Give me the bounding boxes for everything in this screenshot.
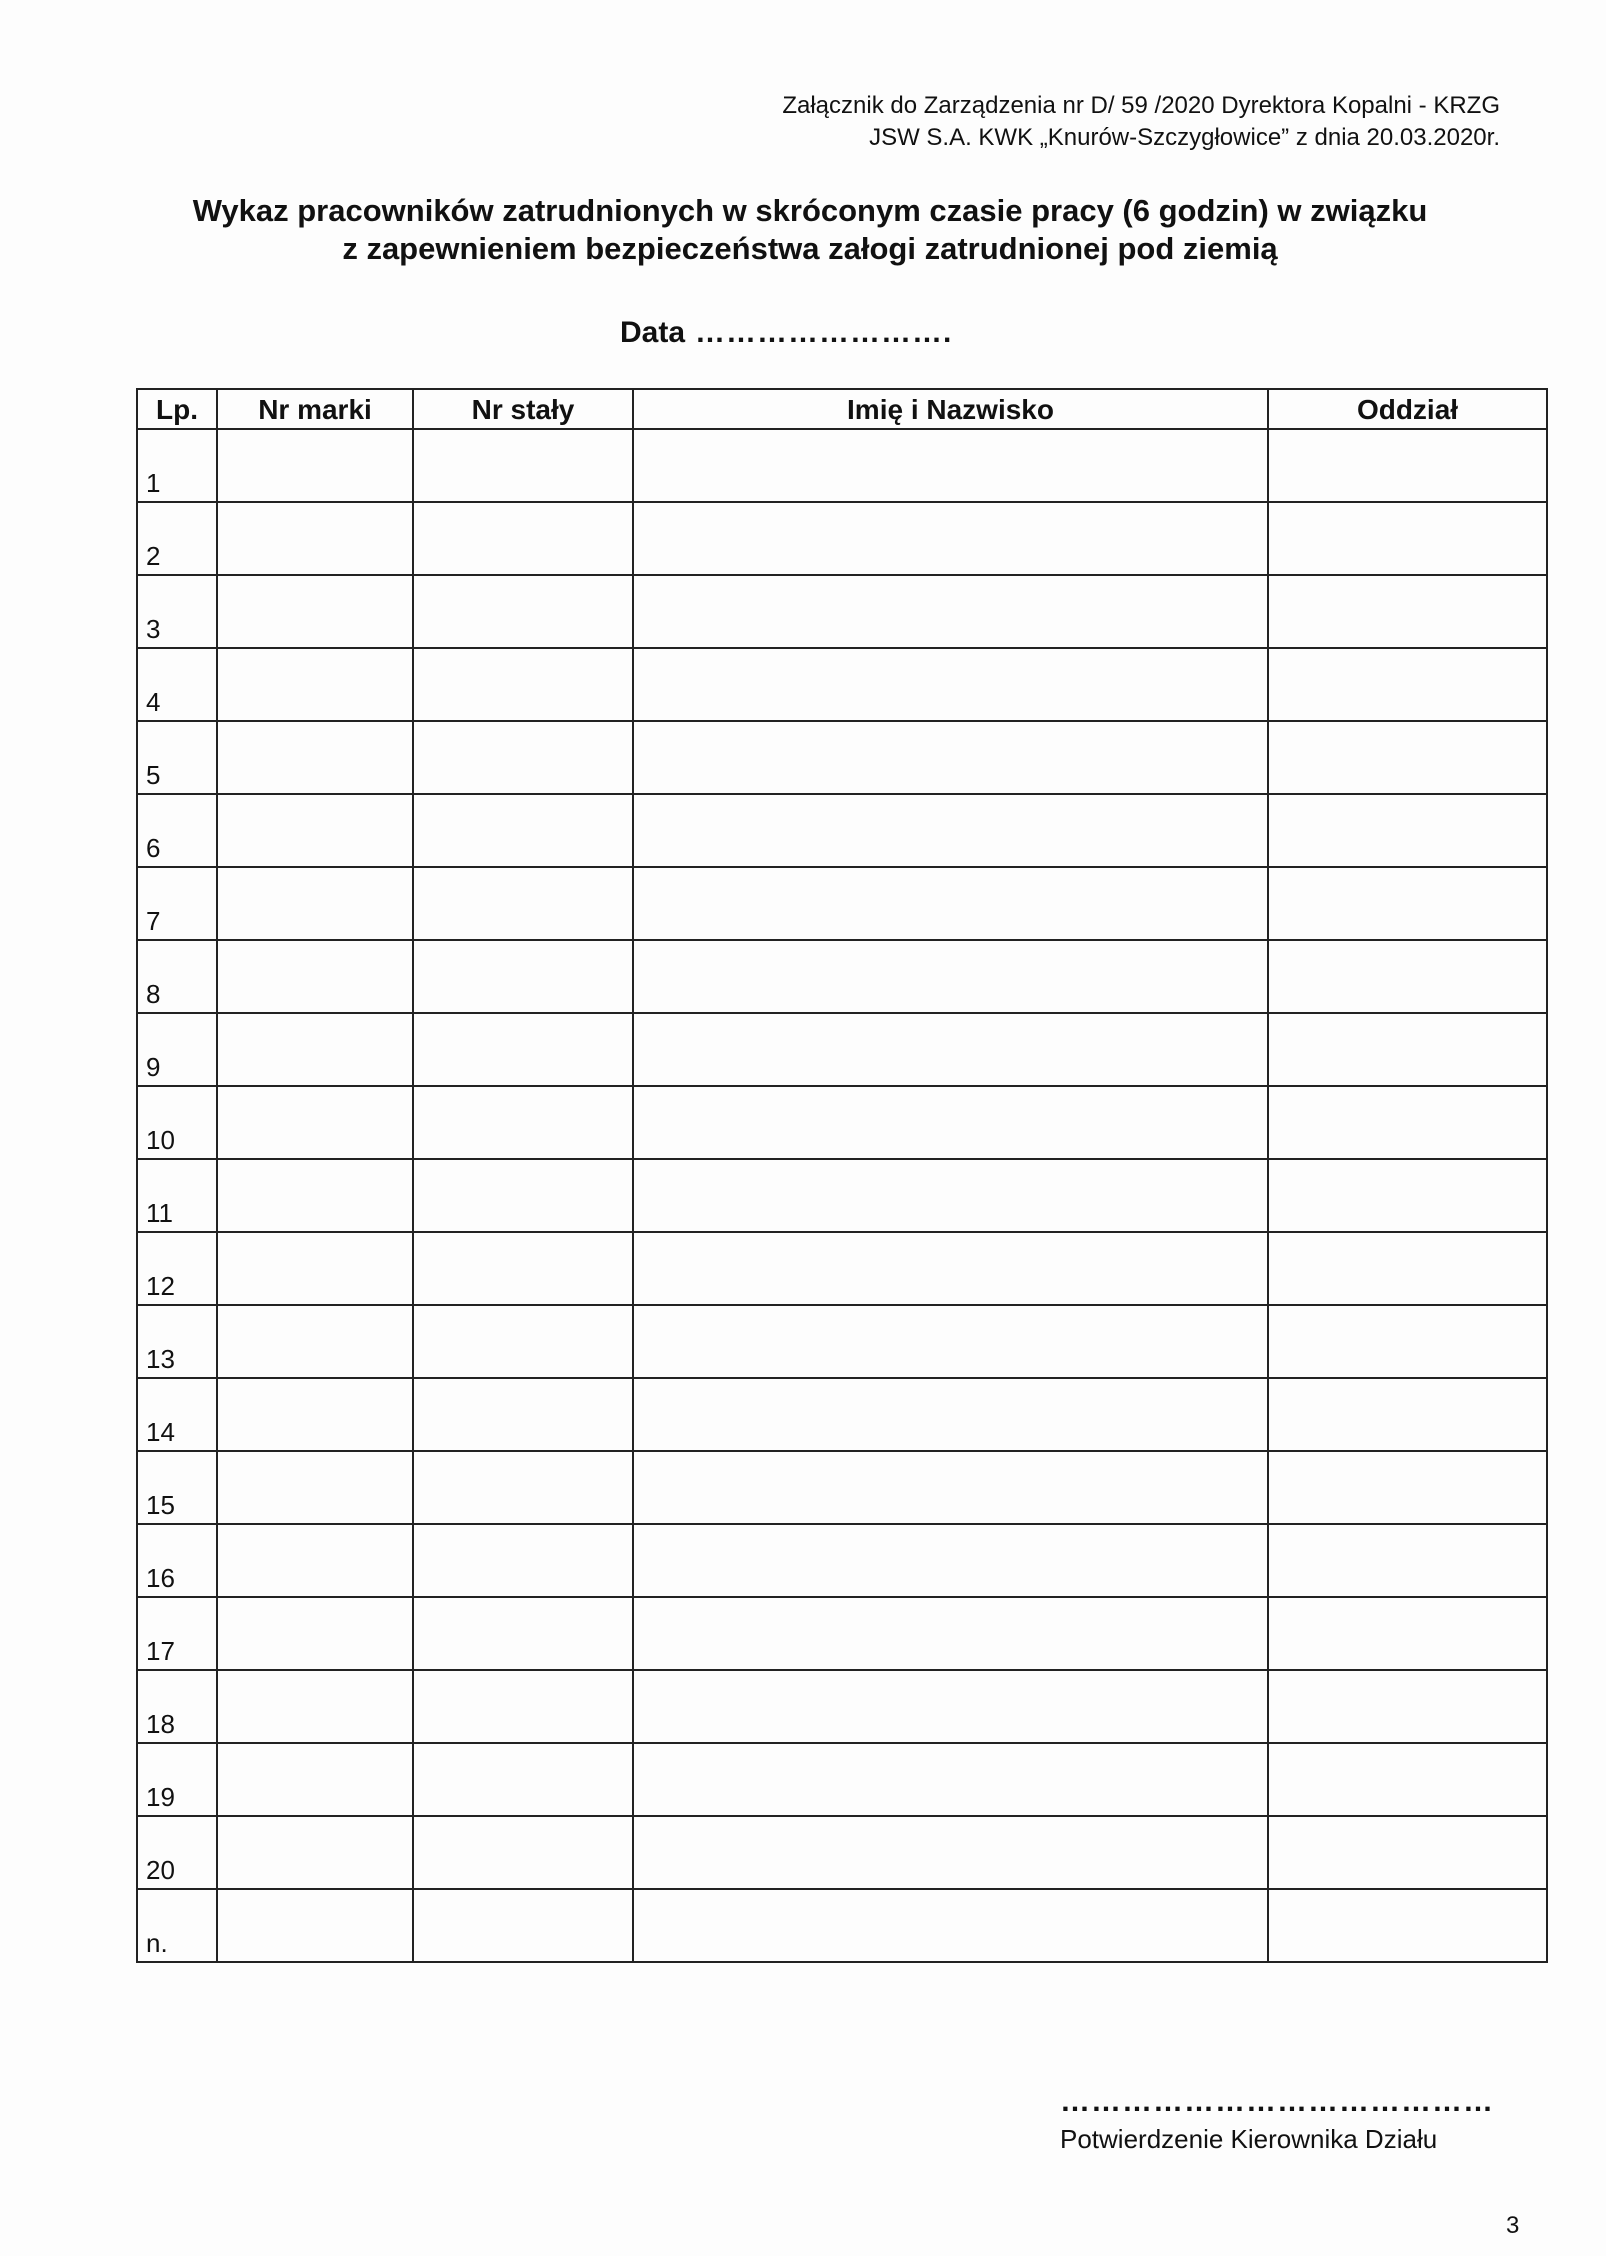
cell-imie-nazwisko[interactable] (633, 794, 1268, 867)
table-row (137, 1305, 1547, 1378)
cell-lp: 9 (137, 1013, 217, 1086)
cell-nr-staly[interactable] (413, 1232, 633, 1305)
cell-imie-nazwisko[interactable] (633, 1159, 1268, 1232)
cell-imie-nazwisko[interactable] (633, 721, 1268, 794)
cell-imie-nazwisko[interactable] (633, 575, 1268, 648)
cell-nr-marki[interactable] (217, 1670, 413, 1743)
cell-imie-nazwisko[interactable] (633, 1305, 1268, 1378)
table-row (137, 1597, 1547, 1670)
table-row (137, 502, 1547, 575)
cell-lp: 4 (137, 648, 217, 721)
cell-nr-staly[interactable] (413, 575, 633, 648)
cell-lp: 18 (137, 1670, 217, 1743)
cell-nr-staly[interactable] (413, 1670, 633, 1743)
cell-lp: 19 (137, 1743, 217, 1816)
table-row (137, 1232, 1547, 1305)
cell-imie-nazwisko[interactable] (633, 1524, 1268, 1597)
cell-lp: 8 (137, 940, 217, 1013)
cell-nr-marki[interactable] (217, 721, 413, 794)
cell-lp: n. (137, 1889, 217, 1962)
cell-nr-marki[interactable] (217, 1889, 413, 1962)
table-row (137, 1743, 1547, 1816)
cell-lp: 16 (137, 1524, 217, 1597)
cell-nr-marki[interactable] (217, 794, 413, 867)
signature-block (1060, 2090, 1520, 2155)
cell-nr-staly[interactable] (413, 1743, 633, 1816)
cell-nr-staly[interactable] (413, 1086, 633, 1159)
cell-oddzial[interactable] (1268, 1086, 1547, 1159)
cell-nr-staly[interactable] (413, 1597, 633, 1670)
table-row (137, 1378, 1547, 1451)
cell-imie-nazwisko[interactable] (633, 429, 1268, 502)
cell-nr-staly[interactable] (413, 1889, 633, 1962)
cell-lp: 7 (137, 867, 217, 940)
cell-nr-marki[interactable] (217, 1816, 413, 1889)
cell-nr-staly[interactable] (413, 1305, 633, 1378)
cell-oddzial[interactable] (1268, 1013, 1547, 1086)
table-row (137, 575, 1547, 648)
cell-oddzial[interactable] (1268, 1159, 1547, 1232)
cell-lp: 14 (137, 1378, 217, 1451)
header-nr-staly: Nr stały (413, 389, 633, 429)
cell-oddzial[interactable] (1268, 721, 1547, 794)
header-oddzial: Oddział (1268, 389, 1547, 429)
cell-oddzial[interactable] (1268, 1889, 1547, 1962)
employee-table (136, 388, 1548, 1963)
table-row (137, 867, 1547, 940)
table-row (137, 648, 1547, 721)
cell-nr-marki[interactable] (217, 867, 413, 940)
cell-lp: 5 (137, 721, 217, 794)
table-row (137, 721, 1547, 794)
cell-imie-nazwisko[interactable] (633, 1232, 1268, 1305)
header-nr-marki: Nr marki (217, 389, 413, 429)
cell-oddzial[interactable] (1268, 940, 1547, 1013)
cell-nr-marki[interactable] (217, 502, 413, 575)
table-row (137, 1451, 1547, 1524)
cell-nr-marki[interactable] (217, 1524, 413, 1597)
table-row (137, 1889, 1547, 1962)
table-row (137, 1013, 1547, 1086)
cell-oddzial[interactable] (1268, 575, 1547, 648)
cell-nr-staly[interactable] (413, 1451, 633, 1524)
cell-imie-nazwisko[interactable] (633, 1670, 1268, 1743)
cell-imie-nazwisko[interactable] (633, 940, 1268, 1013)
cell-lp: 11 (137, 1159, 217, 1232)
cell-oddzial[interactable] (1268, 1597, 1547, 1670)
cell-oddzial[interactable] (1268, 1451, 1547, 1524)
cell-nr-staly[interactable] (413, 721, 633, 794)
cell-imie-nazwisko[interactable] (633, 1597, 1268, 1670)
cell-imie-nazwisko[interactable] (633, 1086, 1268, 1159)
table-row (137, 940, 1547, 1013)
date-label: Data (620, 316, 686, 349)
cell-lp: 2 (137, 502, 217, 575)
cell-nr-staly[interactable] (413, 794, 633, 867)
table-row (137, 1159, 1547, 1232)
cell-nr-marki[interactable] (217, 575, 413, 648)
cell-nr-staly[interactable] (413, 867, 633, 940)
cell-lp: 15 (137, 1451, 217, 1524)
table-row (137, 794, 1547, 867)
cell-imie-nazwisko[interactable] (633, 1013, 1268, 1086)
table-row (137, 429, 1547, 502)
cell-oddzial[interactable] (1268, 867, 1547, 940)
cell-nr-staly[interactable] (413, 1524, 633, 1597)
annex-header (560, 90, 1500, 154)
signature-line[interactable]: …………………………………… (1060, 2090, 1494, 2112)
cell-nr-staly[interactable] (413, 1013, 633, 1086)
cell-oddzial[interactable] (1268, 1816, 1547, 1889)
cell-nr-marki[interactable] (217, 940, 413, 1013)
cell-imie-nazwisko[interactable] (633, 502, 1268, 575)
cell-imie-nazwisko[interactable] (633, 1816, 1268, 1889)
date-blank[interactable]: ……………………. (695, 316, 953, 349)
cell-nr-marki[interactable] (217, 1451, 413, 1524)
header-imie-nazwisko: Imię i Nazwisko (633, 389, 1268, 429)
annex-line-1: Załącznik do Zarządzenia nr D/ 59 /2020 Dyrektora Kopalni - KRZG (782, 92, 1500, 119)
title-line-2: z zapewnieniem bezpieczeństwa załogi zatrudnionej pod ziemią (342, 231, 1278, 266)
cell-oddzial[interactable] (1268, 502, 1547, 575)
cell-oddzial[interactable] (1268, 429, 1547, 502)
document-title (120, 192, 1500, 268)
cell-nr-staly[interactable] (413, 1159, 633, 1232)
cell-nr-staly[interactable] (413, 1378, 633, 1451)
cell-nr-staly[interactable] (413, 502, 633, 575)
cell-imie-nazwisko[interactable] (633, 1889, 1268, 1962)
cell-imie-nazwisko[interactable] (633, 1743, 1268, 1816)
cell-imie-nazwisko[interactable] (633, 1378, 1268, 1451)
cell-lp: 1 (137, 429, 217, 502)
cell-oddzial[interactable] (1268, 1305, 1547, 1378)
table-row (137, 1816, 1547, 1889)
cell-nr-marki[interactable] (217, 1743, 413, 1816)
cell-nr-marki[interactable] (217, 1232, 413, 1305)
cell-lp: 12 (137, 1232, 217, 1305)
cell-nr-staly[interactable] (413, 1816, 633, 1889)
cell-oddzial[interactable] (1268, 794, 1547, 867)
cell-oddzial[interactable] (1268, 1232, 1547, 1305)
cell-lp: 13 (137, 1305, 217, 1378)
table-row (137, 1670, 1547, 1743)
annex-line-2: JSW S.A. KWK „Knurów-Szczygłowice” z dnia 20.03.2020r. (869, 124, 1500, 151)
cell-lp: 20 (137, 1816, 217, 1889)
cell-imie-nazwisko[interactable] (633, 1451, 1268, 1524)
cell-nr-marki[interactable] (217, 1086, 413, 1159)
cell-lp: 17 (137, 1597, 217, 1670)
cell-lp: 6 (137, 794, 217, 867)
table-row (137, 1086, 1547, 1159)
cell-nr-marki[interactable] (217, 1597, 413, 1670)
cell-lp: 3 (137, 575, 217, 648)
cell-nr-marki[interactable] (217, 429, 413, 502)
cell-imie-nazwisko[interactable] (633, 867, 1268, 940)
cell-oddzial[interactable] (1268, 1670, 1547, 1743)
table-body (137, 429, 1547, 1962)
cell-nr-marki[interactable] (217, 1013, 413, 1086)
cell-oddzial[interactable] (1268, 648, 1547, 721)
cell-nr-staly[interactable] (413, 940, 633, 1013)
table-header-row (137, 389, 1547, 429)
title-line-1: Wykaz pracowników zatrudnionych w skróconym czasie pracy (6 godzin) w związku (192, 193, 1428, 228)
signature-label: Potwierdzenie Kierownika Działu (1060, 2124, 1438, 2154)
cell-oddzial[interactable] (1268, 1743, 1547, 1816)
header-lp: Lp. (137, 389, 217, 429)
cell-nr-staly[interactable] (413, 429, 633, 502)
cell-nr-staly[interactable] (413, 648, 633, 721)
cell-nr-marki[interactable] (217, 1159, 413, 1232)
cell-oddzial[interactable] (1268, 1524, 1547, 1597)
date-field[interactable] (620, 316, 952, 350)
page-number: 3 (1506, 2212, 1520, 2239)
cell-nr-marki[interactable] (217, 648, 413, 721)
cell-nr-marki[interactable] (217, 1305, 413, 1378)
cell-lp: 10 (137, 1086, 217, 1159)
cell-oddzial[interactable] (1268, 1378, 1547, 1451)
cell-imie-nazwisko[interactable] (633, 648, 1268, 721)
cell-nr-marki[interactable] (217, 1378, 413, 1451)
table-row (137, 1524, 1547, 1597)
